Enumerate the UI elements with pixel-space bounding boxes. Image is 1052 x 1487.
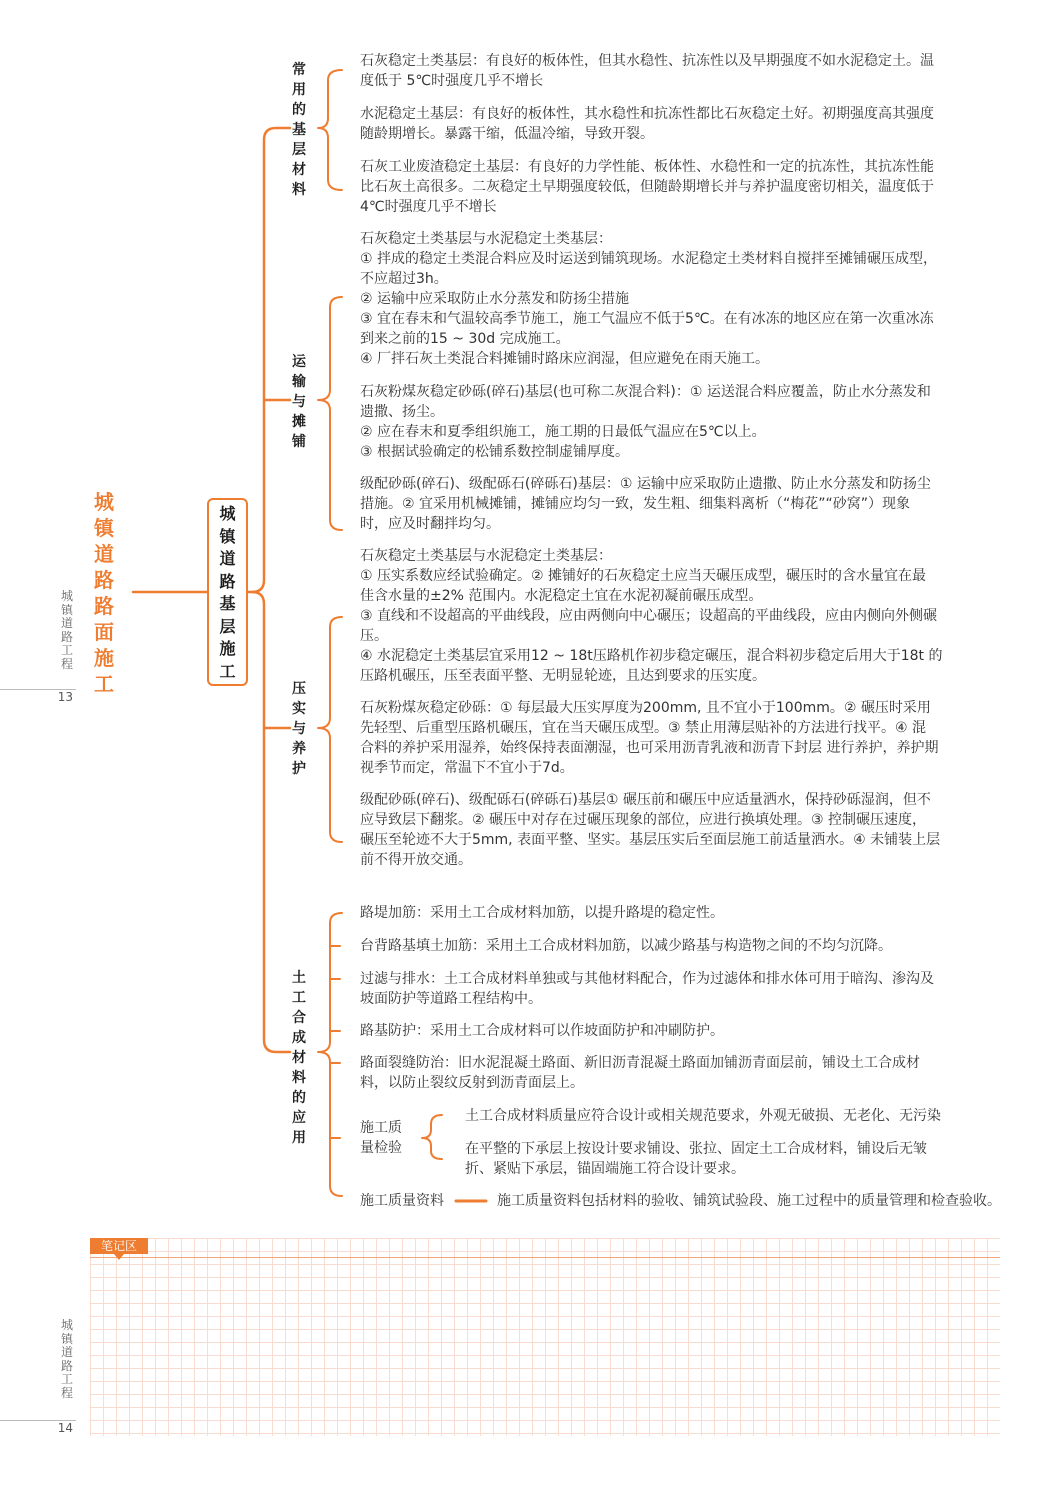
text-line: 石灰稳定土类基层：有良好的板体性，但其水稳性、抗冻性以及早期强度不如水泥稳定土。温	[360, 53, 934, 69]
text-line: 坡面防护等道路工程结构中。	[360, 991, 542, 1007]
quality-check-label: 施工质量检验	[360, 1120, 402, 1156]
section-brace-geosynthetics	[318, 913, 342, 1196]
quality-check-item	[465, 1106, 941, 1126]
text-line: ④ 厂拌石灰土类混合料摊铺时路床应润湿，但应避免在雨天施工。	[360, 351, 769, 367]
main-brace	[252, 128, 290, 1052]
text-line: 路基防护：采用土工合成材料可以作坡面防护和冲刷防护。	[360, 1023, 724, 1039]
notes-label: 笔记区	[90, 1238, 148, 1254]
text-line: 遗撒、扬尘。	[360, 404, 444, 420]
root-title: 城镇道路路面施工	[94, 490, 114, 696]
section-paragraph	[360, 698, 938, 778]
text-line: 级配砂砾(碎石)、级配砾石(碎砾石)基层① 碾压前和碾压中应适量洒水，保持砂砾湿润，但不	[360, 792, 931, 808]
text-line: 随龄期增长。暴露干缩，低温冷缩，导致开裂。	[360, 126, 654, 142]
text-line: 石灰粉煤灰稳定砂砾(碎石)基层(也可称二灰混合料)：① 运送混合料应覆盖，防止水分蒸发和	[360, 384, 931, 400]
text-line: 过滤与排水：土工合成材料单独或与其他材料配合，作为过滤体和排水体可用于暗沟、渗沟及	[360, 971, 934, 987]
text-line: 佳含水量的±2% 范围内。水泥稳定土宜在水泥初凝前碾压成型。	[360, 588, 763, 604]
section-label-geosynthetics: 土工合成材料的应用	[292, 970, 306, 1146]
quality-check-item	[465, 1139, 927, 1179]
text-line: 石灰稳定土类基层与水泥稳定土类基层：	[360, 548, 612, 564]
text-line: 路面裂缝防治：旧水泥混凝土路面、新旧沥青混凝土路面加铺沥青面层前，铺设土工合成材	[360, 1055, 920, 1071]
quality-check-brace	[422, 1115, 442, 1159]
section-label-materials: 常用的基层材料	[292, 62, 306, 198]
text-line: ③ 根据试验确定的松铺系数控制虚铺厚度。	[360, 444, 629, 460]
text-line: 时，应及时翻拌均匀。	[360, 516, 500, 532]
section-paragraph	[360, 546, 943, 686]
running-title-upper: 城镇道路工程	[61, 589, 74, 671]
text-line: 级配砂砾(碎石)、级配砾石(碎砾石)基层：① 运输中应采取防止遗撒、防止水分蒸发和防扬尘	[360, 476, 931, 492]
text-line: 到来之前的15 ~ 30d 完成施工。	[360, 331, 570, 347]
section-brace-materials	[318, 70, 342, 190]
text-line: ② 应在春末和夏季组织施工，施工期的日最低气温应在5℃以上。	[360, 424, 766, 440]
text-line: 压。	[360, 628, 388, 644]
text-line: 措施。② 宜采用机械摊铺，摊铺应均匀一致，发生粗、细集料离析（“梅花”“砂窝”）现象	[360, 496, 911, 512]
section-paragraph	[360, 903, 724, 923]
text-line: 度低于 5℃时强度几乎不增长	[360, 73, 544, 89]
notes-label-pointer	[114, 1254, 124, 1260]
topic-title: 城镇道路基层施工	[219, 504, 236, 681]
notes-grid	[90, 1238, 1000, 1436]
text-line: 石灰稳定土类基层与水泥稳定土类基层：	[360, 231, 612, 247]
text-line: 石灰工业废渣稳定土基层：有良好的力学性能、板体性、水稳性和一定的抗冻性，其抗冻性能	[360, 159, 934, 175]
section-paragraph	[360, 229, 937, 369]
section-paragraph	[360, 104, 934, 144]
section-brace-compaction	[318, 617, 342, 842]
section-paragraph	[360, 382, 931, 462]
section-paragraph	[360, 1053, 920, 1093]
text-line: ① 压实系数应经试验确定。② 摊铺好的石灰稳定土应当天碾压成型，碾压时的含水量宜在最	[360, 568, 926, 584]
section-paragraph	[360, 936, 892, 956]
text-line: ① 拌成的稳定土类混合料应及时运送到铺筑现场。水泥稳定土类材料自搅拌至摊铺碾压成型，	[360, 251, 937, 267]
text-line: 前不得开放交通。	[360, 852, 472, 868]
text-line: 先轻型、后重型压路机碾压，宜在当天碾压成型。③ 禁止用薄层贴补的方法进行找平。④ 混	[360, 720, 926, 736]
section-paragraph	[360, 790, 940, 870]
text-line: 石灰粉煤灰稳定砂砾：① 每层最大压实厚度为200mm, 且不宜小于100mm。② 碾压时采用	[360, 700, 931, 716]
text-line: 折、紧贴下承层，锚固端施工符合设计要求。	[465, 1161, 745, 1177]
section-paragraph	[360, 1021, 724, 1041]
section-paragraph	[360, 157, 934, 217]
text-line: 压路机碾压，压至表面平整、无明显轮迹，且达到要求的压实度。	[360, 668, 766, 684]
text-line: 台背路基填土加筋：采用土工合成材料加筋，以减少路基与构造物之间的不均匀沉降。	[360, 938, 892, 954]
section-paragraph	[360, 51, 934, 91]
text-line: 合料的养护采用湿养，始终保持表面潮湿，也可采用沥青乳液和沥青下封层 进行养护，养护期	[360, 740, 939, 756]
notes-header-rule	[90, 1257, 1000, 1258]
quality-records-label: 施工质量资料	[360, 1193, 444, 1209]
text-line: ② 运输中应采取防止水分蒸发和防扬尘措施	[360, 291, 629, 307]
text-line: 4℃时强度几乎不增长	[360, 199, 497, 215]
text-line: 料，以防止裂纹反射到沥青面层上。	[360, 1075, 584, 1091]
text-line: 碾压至轮迹不大于5mm, 表面平整、坚实。基层压实后至面层施工前适量洒水。④ 未铺装上层	[360, 832, 941, 848]
page-number-lower: 14	[57, 1421, 73, 1435]
section-brace-transport	[318, 297, 342, 530]
topic-box	[207, 498, 248, 686]
text-line: 路堤加筋：采用土工合成材料加筋，以提升路堤的稳定性。	[360, 905, 724, 921]
section-label-transport: 运输与摊铺	[292, 354, 306, 450]
section-label-compaction: 压实与养护	[292, 681, 306, 777]
text-line: 水泥稳定土基层：有良好的板体性，其水稳性和抗冻性都比石灰稳定土好。初期强度高其强度	[360, 106, 934, 122]
text-line: ③ 直线和不设超高的平曲线段，应由两侧向中心碾压；设超高的平曲线段，应由内侧向外侧碾	[360, 608, 937, 624]
section-paragraph	[360, 474, 931, 534]
quality-records-detail: 施工质量资料包括材料的验收、铺筑试验段、施工过程中的质量管理和检查验收。	[497, 1193, 1001, 1209]
running-title-lower: 城镇道路工程	[61, 1318, 74, 1400]
text-line: 在平整的下承层上按设计要求铺设、张拉、固定土工合成材料，铺设后无皱	[465, 1141, 927, 1157]
text-line: 视季节而定，常温下不宜小于7d。	[360, 760, 574, 776]
text-line: ④ 水泥稳定土类基层宜采用12 ~ 18t压路机作初步稳定碾压，混合料初步稳定后用大于18t 的	[360, 648, 943, 664]
text-line: 比石灰土高很多。二灰稳定土早期强度较低，但随龄期增长并与养护温度密切相关，温度低于	[360, 179, 934, 195]
text-line: 土工合成材料质量应符合设计或相关规范要求，外观无破损、无老化、无污染	[465, 1108, 941, 1124]
section-paragraph	[360, 969, 934, 1009]
text-line: 应导致层下翻浆。② 碾压中对存在过碾压现象的部位，应进行换填处理。③ 控制碾压速度，	[360, 812, 926, 828]
page-number-upper: 13	[57, 690, 73, 704]
text-line: 不应超过3h。	[360, 271, 448, 287]
text-line: ③ 宜在春末和气温较高季节施工，施工气温应不低于5℃。在有冰冻的地区应在第一次重冰冻	[360, 311, 934, 327]
